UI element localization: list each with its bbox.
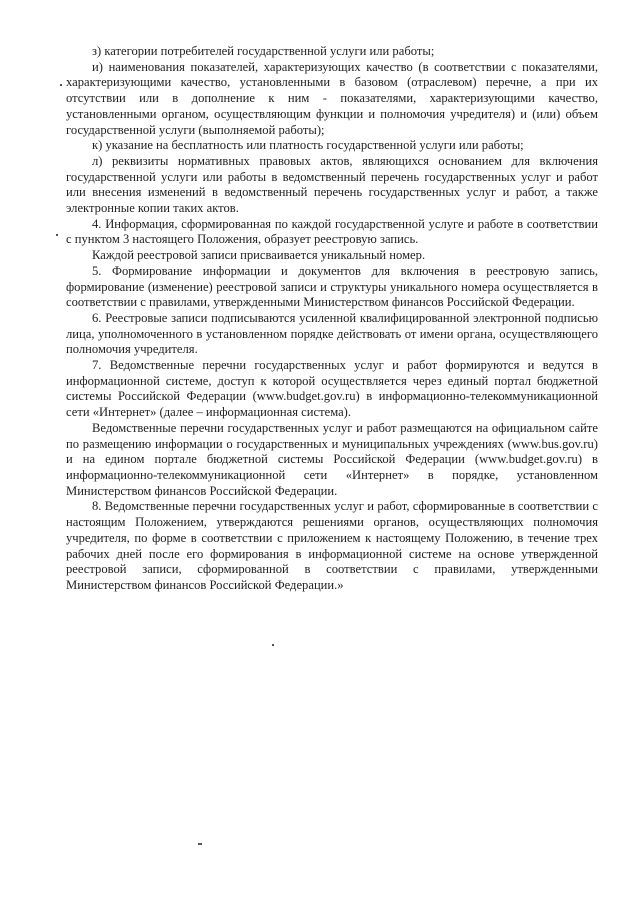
- paragraph-8: 8. Ведомственные перечни государственных услуг и работ, сформированные в соответствии с настоящим Положением, утверждаются решениями органов, осуществляющих полномочия учредителя, по форме в соответствии с приложением к настоящему Положению, в течение трех рабочих дней после его формирования в информационной системе на основе утвержденной реестровой записи, сформированной в соответствии с правилами, утвержденными Министерством финансов Российской Федерации.»: [66, 499, 598, 592]
- paragraph-l: л) реквизиты нормативных правовых актов, являющихся основанием для включения государственной услуги или работы в ведомственный перечень государственных услуг и работ или внесения изменений в ведомственный перечень государственных услуг и работ, а также электронные копии таких актов.: [66, 153, 598, 216]
- paragraph-5: 5. Формирование информации и документов для включения в реестровую запись, формирование (изменение) реестровой записи и структуры уникального номера осуществляется в соответствии с правилами, утвержденными Министерством финансов Российской Федерации.: [66, 263, 598, 310]
- scan-speck: [198, 843, 202, 845]
- scan-speck: [272, 644, 274, 646]
- paragraph-6: 6. Реестровые записи подписываются усиленной квалифицированной электронной подписью лица, уполномоченного в установленном порядке действовать от имени органа, осуществляющего полномочия учредителя.: [66, 310, 598, 357]
- paragraph-7: 7. Ведомственные перечни государственных услуг и работ формируются и ведутся в информационной системе, доступ к которой осуществляется через единый портал бюджетной системы Российской Федерации (www.budget.gov.ru) в информационно-телекоммуникационной сети «Интернет» (далее – информационная система).: [66, 358, 598, 420]
- paragraph-7-publication: Ведомственные перечни государственных услуг и работ размещаются на официальном сайте по размещению информации о государственных и муниципальных учреждениях (www.bus.gov.ru) и на едином портале бюджетной системы Российской Федерации (www.budget.gov.ru) в информационно-телекоммуникационной сети «Интернет» в порядке, установленном Министерством финансов Российской Федерации.: [66, 420, 598, 498]
- paragraph-4: 4. Информация, сформированная по каждой государственной услуге и работе в соответствии с пунктом 3 настоящего Положения, образует реестровую запись.: [66, 216, 598, 247]
- paragraph-unique-number: Каждой реестровой записи присваивается уникальный номер.: [92, 248, 426, 263]
- paragraph-i: и) наименования показателей, характеризующих качество (в соответствии с показателями, характеризующими качество, установленными в базовом (отраслевом) перечне, а при их отсутствии или в дополнение к ним - показателями, характеризующими качество, установленными органом, осуществляющим функции и полномочия учредителя) и (или) объем государственной услуги (выполняемой работы);: [66, 59, 598, 137]
- scan-speck: [56, 234, 58, 236]
- paragraph-k: к) указание на бесплатность или платность государственной услуги или работы;: [92, 138, 524, 153]
- paragraph-z: з) категории потребителей государственной услуги или работы;: [92, 44, 435, 58]
- scan-speck: [60, 84, 62, 86]
- document-body: [66, 44, 598, 594]
